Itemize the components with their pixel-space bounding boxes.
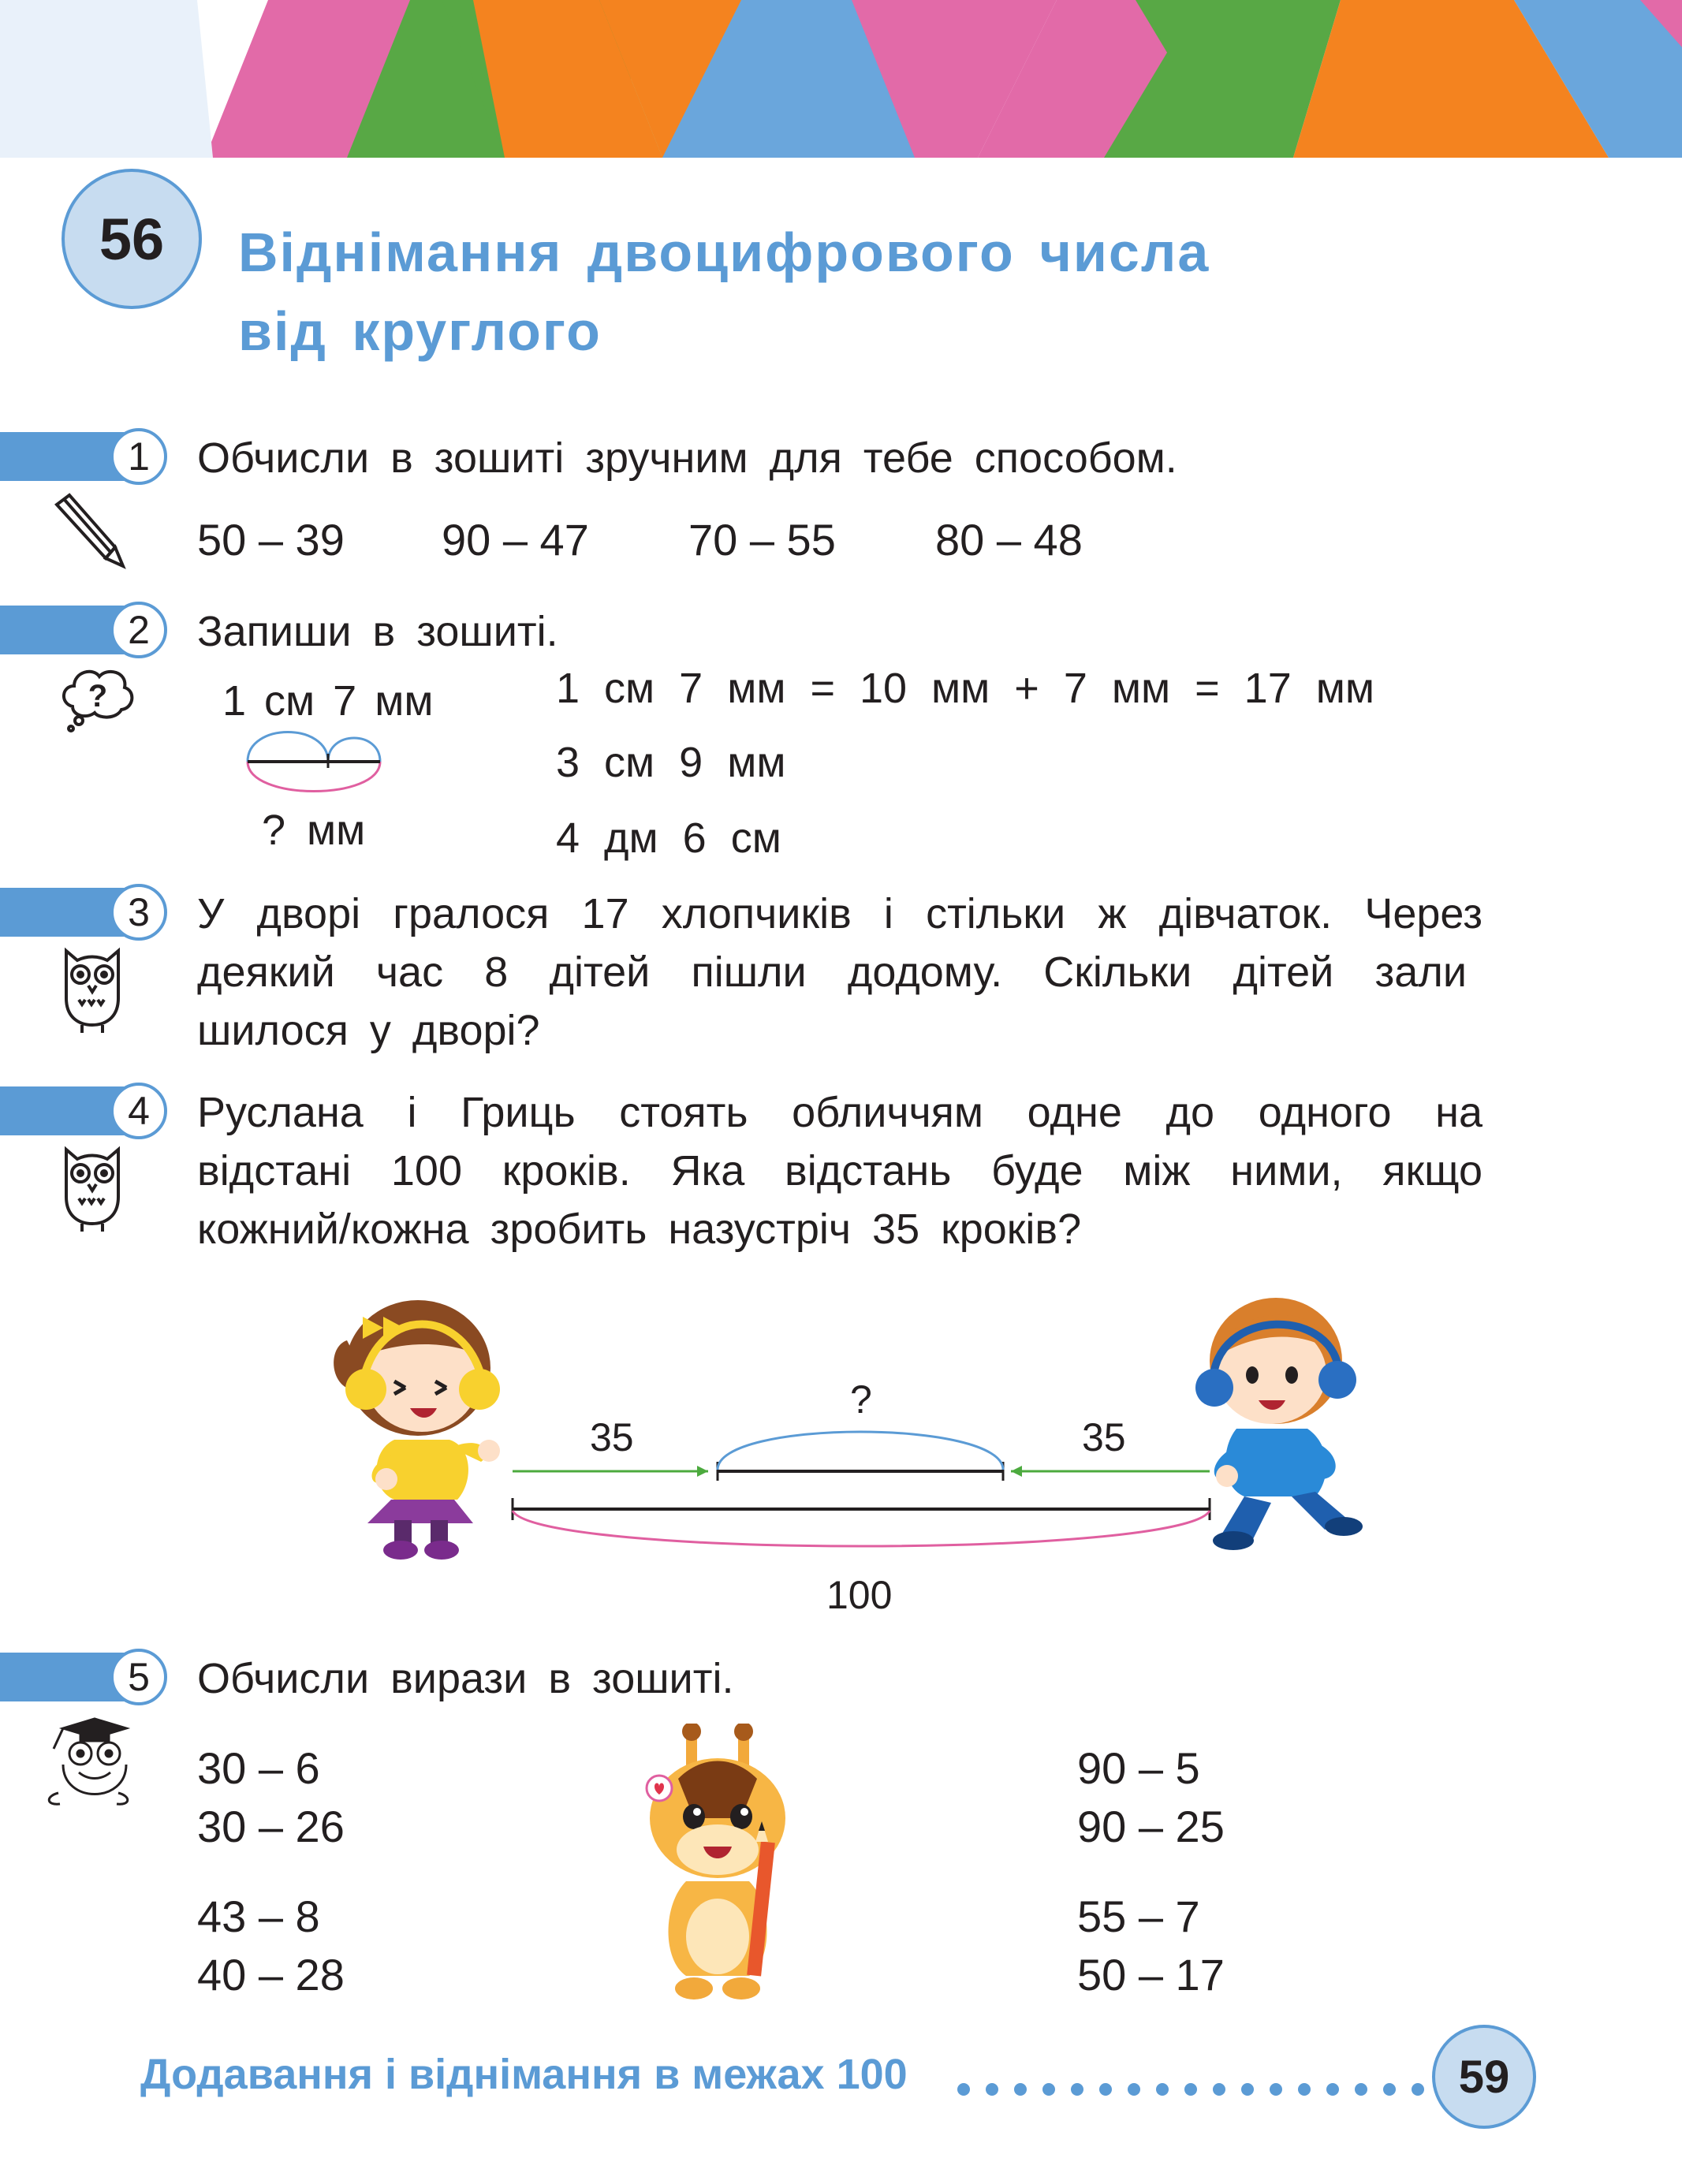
- scheme-right-label: 35: [1082, 1415, 1126, 1459]
- task-4-line: кожний/кожна зробить назустріч 35 кроків?: [197, 1206, 1082, 1253]
- scheme-unknown-label: ?: [850, 1377, 872, 1422]
- task-1-expression: 80 – 48: [935, 515, 1083, 565]
- frog-graduate-icon: [39, 1717, 137, 1812]
- lesson-number-badge: 56: [62, 169, 202, 309]
- segment-diagram: [241, 722, 391, 801]
- segment-unknown-label: ? мм: [262, 807, 366, 854]
- task-3-line: У дворі гралося 17 хлопчиків і стільки ж дівчаток. Через: [197, 890, 1482, 937]
- task-5-number: 5: [110, 1649, 167, 1705]
- task-5-text: Обчисли вирази в зошиті.: [197, 1655, 734, 1702]
- pencil-icon: [49, 490, 128, 569]
- owl-icon: [57, 1142, 128, 1235]
- task-5-expression: 55 – 7: [1077, 1891, 1200, 1941]
- lesson-title: [238, 213, 1210, 371]
- page-number-badge: 59: [1432, 2025, 1536, 2129]
- task-5-expression: 30 – 6: [197, 1743, 320, 1793]
- task-1-expression: 90 – 47: [442, 515, 589, 565]
- lesson-title-line2: від круглого: [238, 300, 602, 362]
- top-banner-triangles: [0, 0, 1682, 158]
- footer-dotted-leader: [954, 2080, 1427, 2099]
- task-5-expression: 30 – 26: [197, 1802, 345, 1851]
- footer-section-title: Додавання і віднімання в межах 100: [140, 2051, 908, 2098]
- task-4-line: відстані 100 кроків. Яка відстань буде між ними, якщо: [197, 1147, 1482, 1194]
- task-2-text: Запиши в зошиті.: [197, 608, 558, 655]
- task-3-line: шилося у дворі?: [197, 1007, 540, 1054]
- task-2-line: 3 см 9 мм: [556, 739, 786, 786]
- scheme-total-label: 100: [826, 1573, 893, 1617]
- task-4-line: Руслана і Гриць стоять обличчям одне до одного на: [197, 1089, 1482, 1136]
- task-3-line: деякий час 8 дітей пішли додому. Скільки дітей зали: [197, 949, 1467, 996]
- lesson-title-line1: Віднімання двоцифрового числа: [238, 222, 1210, 283]
- svg-text:?: ?: [88, 679, 108, 714]
- segment-length-label: 1 см 7 мм: [222, 677, 434, 725]
- task-2-number: 2: [110, 602, 167, 658]
- task-1-text: Обчисли в зошиті зручним для тебе способом.: [197, 434, 1177, 482]
- task-4-number: 4: [110, 1083, 167, 1139]
- task-1-expression: 50 – 39: [197, 515, 345, 565]
- task-2-line: 1 см 7 мм = 10 мм + 7 мм = 17 мм: [556, 665, 1374, 712]
- task-1-expression: 70 – 55: [688, 515, 836, 565]
- task-5-expression: 40 – 28: [197, 1950, 345, 2000]
- task-5-expression: 50 – 17: [1077, 1950, 1225, 2000]
- girl-illustration: [315, 1293, 528, 1561]
- thought-bubble-question-icon: [58, 664, 137, 735]
- scheme-left-label: 35: [590, 1415, 634, 1459]
- task-5-expression: 90 – 5: [1077, 1743, 1200, 1793]
- task-5-expression: 43 – 8: [197, 1891, 320, 1941]
- task-3-number: 3: [110, 884, 167, 941]
- owl-icon: [57, 943, 128, 1036]
- task-5-expression: 90 – 25: [1077, 1802, 1225, 1851]
- task-2-line: 4 дм 6 см: [556, 814, 781, 862]
- task-1-number: 1: [110, 428, 167, 485]
- giraffe-illustration: [631, 1724, 812, 2007]
